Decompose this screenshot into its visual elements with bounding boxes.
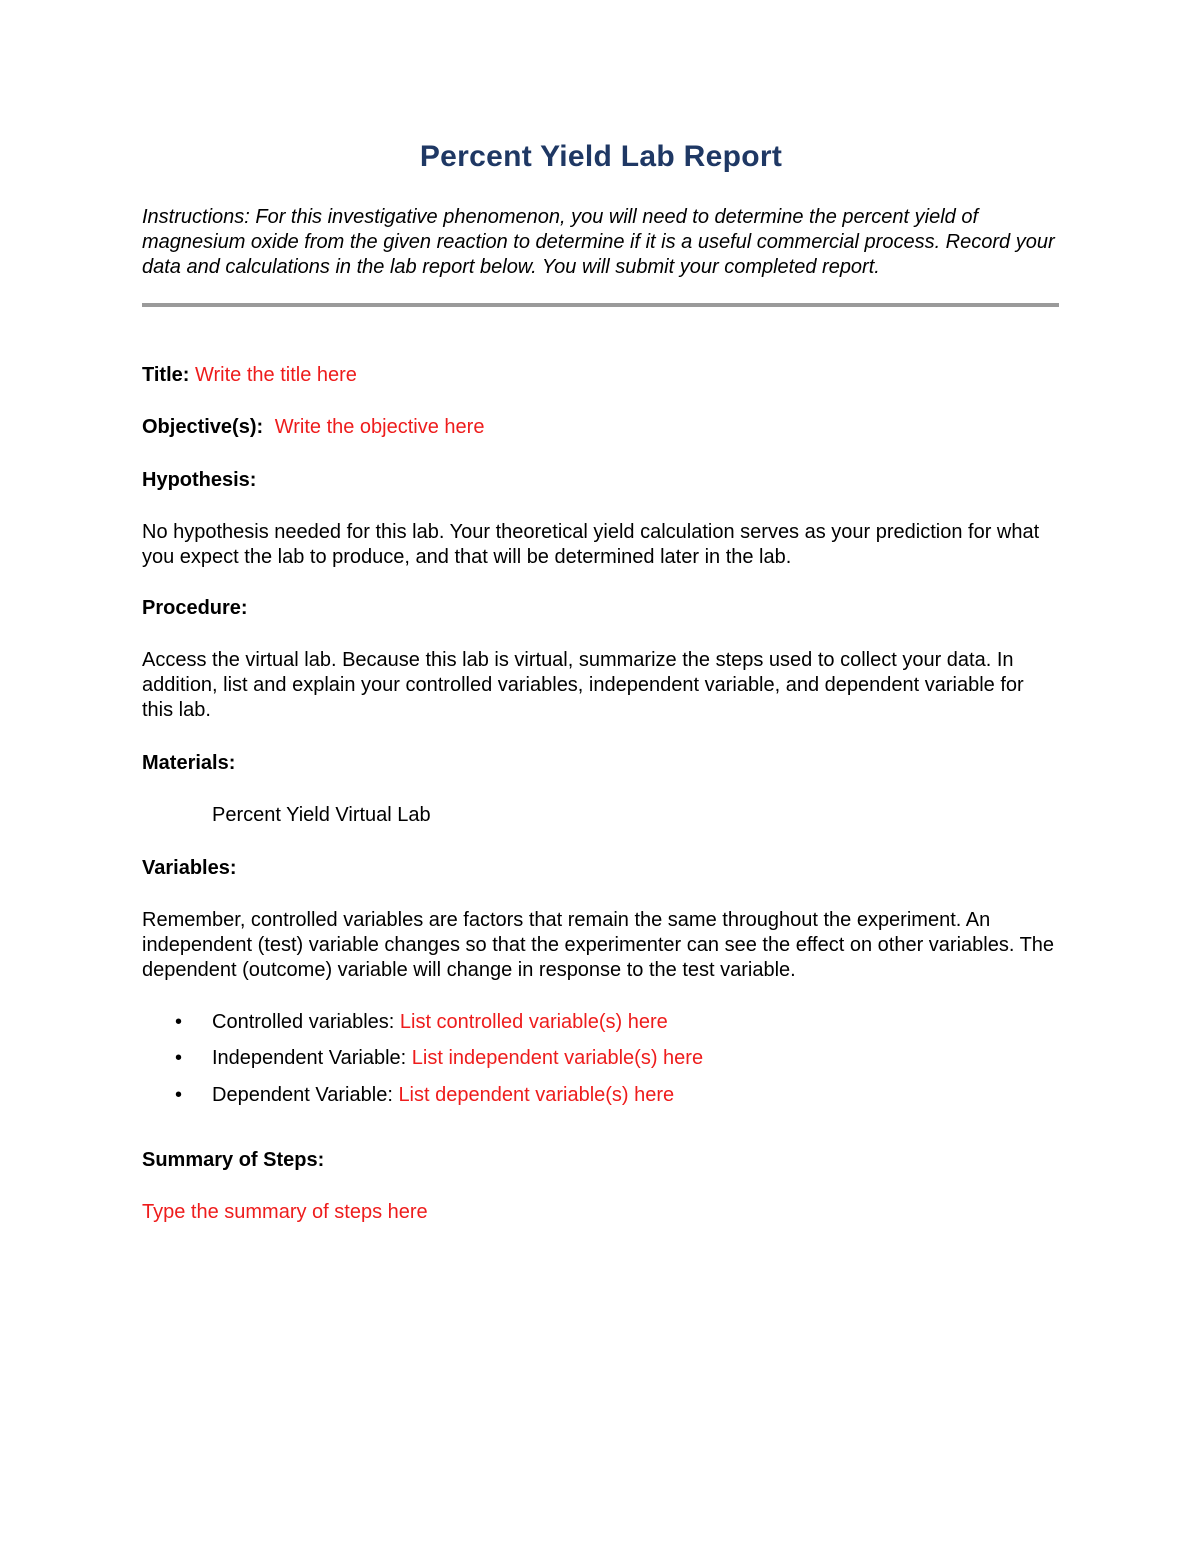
hypothesis-body: No hypothesis needed for this lab. Your theoretical yield calculation serves as your prediction for what you expect the lab to produce, and that will be determined later in the lab. — [142, 521, 1040, 568]
materials-heading: Materials: — [142, 752, 236, 774]
list-item — [212, 1083, 674, 1108]
objective-placeholder[interactable]: Write the objective here — [274, 416, 485, 438]
independent-variable-placeholder[interactable]: List independent variable(s) here — [411, 1047, 704, 1069]
divider — [142, 303, 1059, 307]
procedure-body: Access the virtual lab. Because this lab is virtual, summarize the steps used to collect your data. In addition, list and explain your controlled variables, independent variable, and dependent variable for this lab. — [142, 649, 1024, 721]
instructions-text: Instructions: For this investigative phenomenon, you will need to determine the percent yield of magnesium oxide from the given reaction to determine if it is a useful commercial process. Record your data and calculations in the lab report below. You will submit your completed report. — [142, 206, 1055, 278]
title-label: Title: — [142, 364, 190, 386]
dependent-variable-label: Dependent Variable: — [212, 1084, 399, 1106]
bullet-icon: • — [175, 1084, 183, 1106]
dependent-variable-placeholder[interactable]: List dependent variable(s) here — [398, 1084, 675, 1106]
document-title: Percent Yield Lab Report — [419, 140, 783, 173]
list-item — [212, 1010, 668, 1035]
variables-body: Remember, controlled variables are factors that remain the same throughout the experiment. An independent (test) variable changes so that the experimenter can see the effect on other variables. The dependent (outcome) variable will change in response to the test variable. — [142, 909, 1055, 981]
title-line — [142, 363, 357, 388]
objective-line — [142, 415, 484, 440]
controlled-variables-label: Controlled variables: — [212, 1011, 400, 1033]
list-item — [212, 1046, 703, 1071]
procedure-heading: Procedure: — [142, 597, 248, 619]
hypothesis-heading: Hypothesis: — [142, 469, 257, 491]
independent-variable-label: Independent Variable: — [212, 1047, 412, 1069]
controlled-variables-placeholder[interactable]: List controlled variable(s) here — [399, 1011, 668, 1033]
objective-label: Objective(s): — [142, 416, 264, 438]
title-placeholder[interactable]: Write the title here — [194, 364, 357, 386]
summary-placeholder[interactable]: Type the summary of steps here — [142, 1201, 428, 1223]
materials-item: Percent Yield Virtual Lab — [212, 804, 431, 826]
variables-heading: Variables: — [142, 857, 237, 879]
summary-heading: Summary of Steps: — [142, 1149, 325, 1171]
bullet-icon: • — [175, 1047, 183, 1069]
bullet-icon: • — [175, 1011, 183, 1033]
